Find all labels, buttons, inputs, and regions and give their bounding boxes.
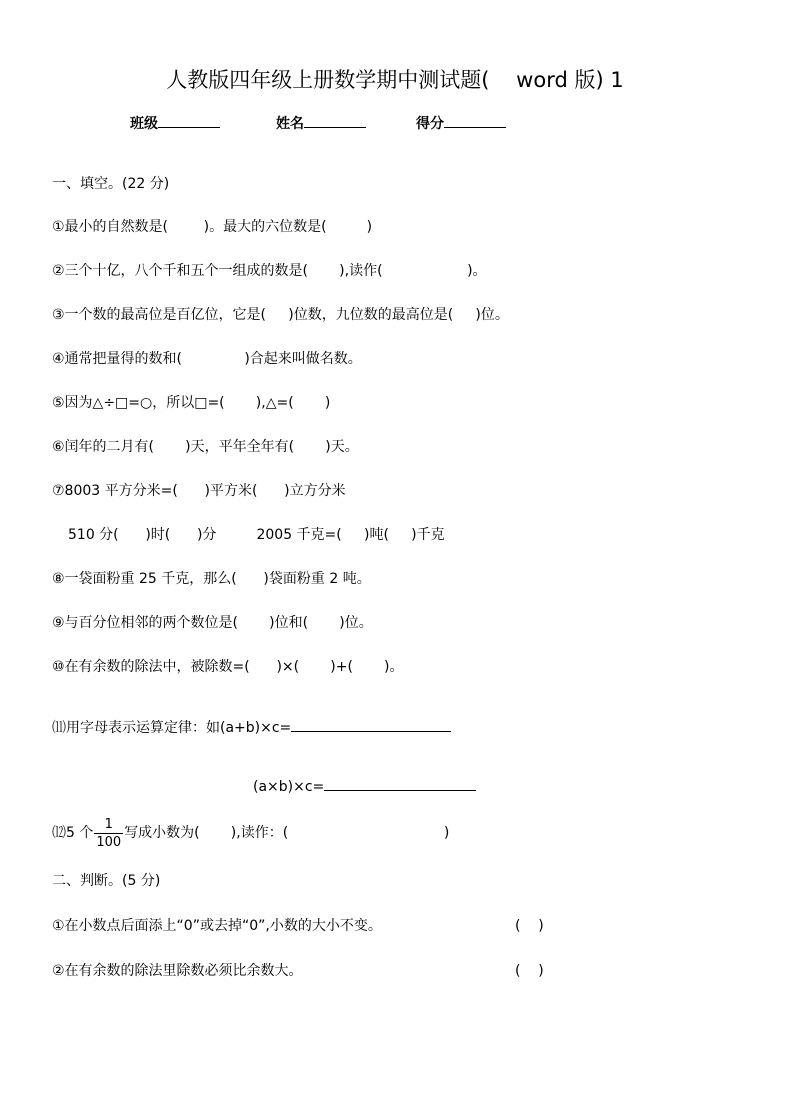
question-1-12 (52, 815, 449, 851)
score-field (416, 113, 506, 133)
question-1-10: ⑩在有余数的除法中，被除数=( )×( )+( )。 (52, 659, 404, 675)
name-label: 姓名 (276, 116, 304, 132)
fraction (94, 816, 123, 851)
question-1-6: ⑥闰年的二月有( )天，平年全年有( )天。 (52, 439, 359, 455)
question-1-11a-text: ⑾用字母表示运算定律：如(a+b)×c= (52, 720, 292, 736)
score-blank (444, 113, 506, 128)
question-1-7b: 510 分( )时( )分 2005 千克=( )吨( )千克 (68, 527, 445, 543)
question-1-12-prefix: ⑿5 个 (52, 825, 94, 841)
name-field (276, 113, 366, 133)
question-1-7a: ⑦8003 平方分米=( )平方米( )立方分米 (52, 483, 346, 499)
question-1-1: ①最小的自然数是( )。最大的六位数是( ) (52, 219, 373, 235)
section-1-heading: 一、填空。(22 分) (52, 176, 170, 192)
fraction-denominator: 100 (96, 834, 122, 850)
question-1-4: ④通常把量得的数和( )合起来叫做名数。 (52, 351, 362, 367)
question-1-9: ⑨与百分位相邻的两个数位是( )位和( )位。 (52, 615, 373, 631)
question-2-2-answer: ( ) (515, 963, 544, 979)
question-1-3: ③一个数的最高位是百亿位，它是( )位数，九位数的最高位是( )位。 (52, 307, 509, 323)
question-1-8: ⑧一袋面粉重 25 千克，那么( )袋面粉重 2 吨。 (52, 571, 371, 587)
answer-blank-11b (324, 776, 476, 791)
question-1-11b-text: (a×b)×c= (253, 779, 325, 795)
question-1-12-suffix: 写成小数为( ),读作：( ) (124, 825, 450, 841)
question-1-11b (253, 776, 476, 796)
name-blank (304, 113, 366, 128)
question-1-5: ⑤因为△÷□=○，所以□=( ),△=( ) (52, 395, 331, 411)
question-2-1: ①在小数点后面添上“0”或去掉“0”,小数的大小不变。 (52, 918, 382, 934)
question-2-1-answer: ( ) (515, 918, 544, 934)
class-blank (158, 113, 220, 128)
question-1-11a (52, 717, 451, 737)
score-label: 得分 (416, 116, 444, 132)
section-2-heading: 二、判断。(5 分) (52, 873, 161, 889)
question-2-2: ②在有余数的除法里除数必须比余数大。 (52, 963, 303, 979)
question-1-2: ②三个十亿，八个千和五个一组成的数是( ),读作( )。 (52, 263, 487, 279)
class-label: 班级 (130, 116, 158, 132)
fraction-numerator: 1 (94, 816, 123, 834)
class-field (130, 113, 220, 133)
page-title: 人教版四年级上册数学期中测试题( word 版) 1 (166, 68, 624, 92)
answer-blank-11a (291, 717, 451, 732)
